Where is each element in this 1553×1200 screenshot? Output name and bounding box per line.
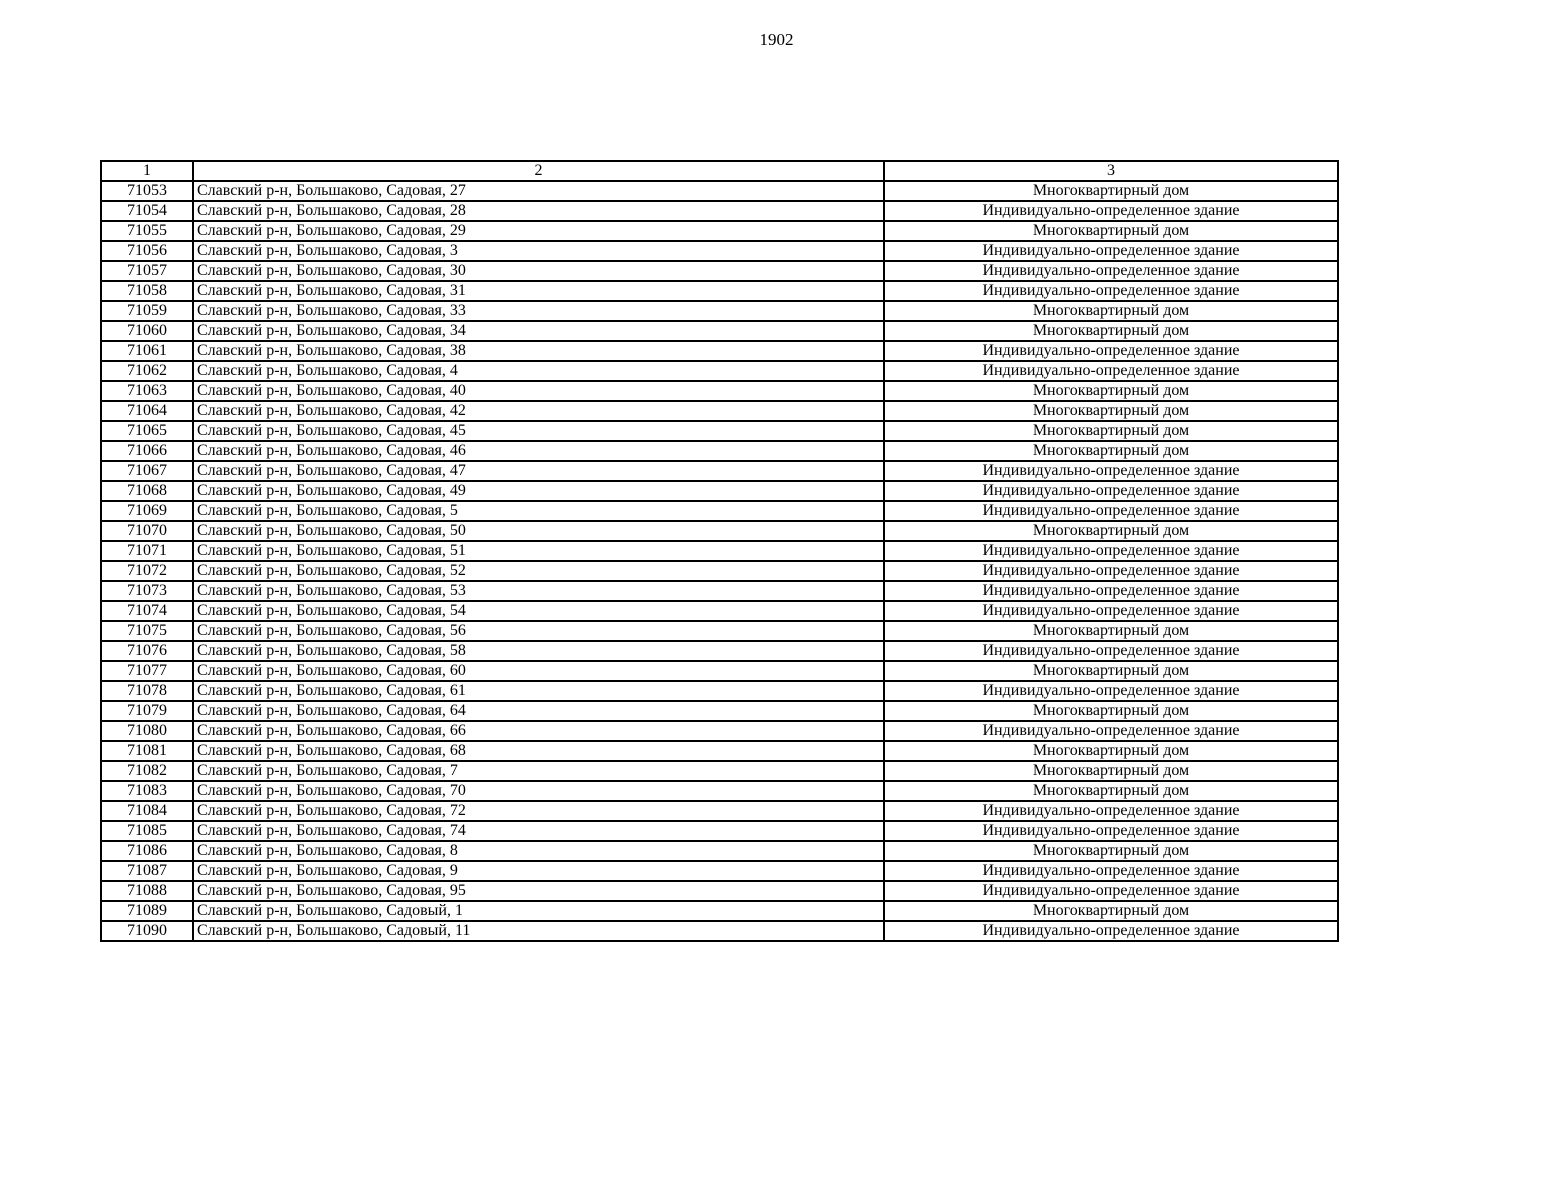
row-number-cell: 71060: [101, 321, 193, 341]
address-cell: Славский р-н, Большаково, Садовая, 31: [193, 281, 884, 301]
address-cell: Славский р-н, Большаково, Садовая, 51: [193, 541, 884, 561]
table-body: [101, 181, 1338, 941]
building-type-cell: Индивидуально-определенное здание: [884, 241, 1338, 261]
address-cell: Славский р-н, Большаково, Садовая, 40: [193, 381, 884, 401]
address-cell: Славский р-н, Большаково, Садовая, 9: [193, 861, 884, 881]
table-row: [101, 281, 1338, 301]
address-cell: Славский р-н, Большаково, Садовая, 70: [193, 781, 884, 801]
building-type-cell: Индивидуально-определенное здание: [884, 461, 1338, 481]
building-type-cell: Индивидуально-определенное здание: [884, 681, 1338, 701]
table-row: [101, 921, 1338, 941]
building-type-cell: Индивидуально-определенное здание: [884, 641, 1338, 661]
table-row: [101, 201, 1338, 221]
address-cell: Славский р-н, Большаково, Садовая, 7: [193, 761, 884, 781]
building-type-cell: Индивидуально-определенное здание: [884, 261, 1338, 281]
row-number-cell: 71063: [101, 381, 193, 401]
building-type-cell: Многоквартирный дом: [884, 441, 1338, 461]
address-cell: Славский р-н, Большаково, Садовая, 47: [193, 461, 884, 481]
table-row: [101, 181, 1338, 201]
row-number-cell: 71059: [101, 301, 193, 321]
registry-table: [100, 160, 1339, 942]
table-header: [101, 161, 1338, 181]
address-cell: Славский р-н, Большаково, Садовая, 56: [193, 621, 884, 641]
row-number-cell: 71055: [101, 221, 193, 241]
row-number-cell: 71080: [101, 721, 193, 741]
table-row: [101, 341, 1338, 361]
table-row: [101, 461, 1338, 481]
address-cell: Славский р-н, Большаково, Садовая, 38: [193, 341, 884, 361]
address-cell: Славский р-н, Большаково, Садовая, 8: [193, 841, 884, 861]
address-cell: Славский р-н, Большаково, Садовый, 11: [193, 921, 884, 941]
table-row: [101, 801, 1338, 821]
table-row: [101, 681, 1338, 701]
building-type-cell: Индивидуально-определенное здание: [884, 541, 1338, 561]
header-row: [101, 161, 1338, 181]
building-type-cell: Многоквартирный дом: [884, 901, 1338, 921]
table-row: [101, 781, 1338, 801]
row-number-cell: 71077: [101, 661, 193, 681]
address-cell: Славский р-н, Большаково, Садовая, 5: [193, 501, 884, 521]
row-number-cell: 71087: [101, 861, 193, 881]
row-number-cell: 71062: [101, 361, 193, 381]
building-type-cell: Многоквартирный дом: [884, 621, 1338, 641]
building-type-cell: Многоквартирный дом: [884, 421, 1338, 441]
row-number-cell: 71054: [101, 201, 193, 221]
row-number-cell: 71086: [101, 841, 193, 861]
table-row: [101, 741, 1338, 761]
table-row: [101, 601, 1338, 621]
building-type-cell: Индивидуально-определенное здание: [884, 501, 1338, 521]
address-cell: Славский р-н, Большаково, Садовая, 53: [193, 581, 884, 601]
row-number-cell: 71061: [101, 341, 193, 361]
row-number-cell: 71075: [101, 621, 193, 641]
page-number: 1902: [759, 30, 794, 49]
row-number-cell: 71065: [101, 421, 193, 441]
table-row: [101, 721, 1338, 741]
row-number-cell: 71053: [101, 181, 193, 201]
table-row: [101, 481, 1338, 501]
address-cell: Славский р-н, Большаково, Садовая, 58: [193, 641, 884, 661]
table-row: [101, 581, 1338, 601]
table-row: [101, 901, 1338, 921]
building-type-cell: Индивидуально-определенное здание: [884, 341, 1338, 361]
building-type-cell: Индивидуально-определенное здание: [884, 601, 1338, 621]
table-row: [101, 381, 1338, 401]
row-number-cell: 71058: [101, 281, 193, 301]
table-row: [101, 701, 1338, 721]
row-number-cell: 71069: [101, 501, 193, 521]
building-type-cell: Многоквартирный дом: [884, 521, 1338, 541]
row-number-cell: 71056: [101, 241, 193, 261]
building-type-cell: Многоквартирный дом: [884, 741, 1338, 761]
row-number-cell: 71072: [101, 561, 193, 581]
row-number-cell: 71074: [101, 601, 193, 621]
address-cell: Славский р-н, Большаково, Садовая, 50: [193, 521, 884, 541]
address-cell: Славский р-н, Большаково, Садовая, 28: [193, 201, 884, 221]
table-row: [101, 421, 1338, 441]
table-row: [101, 501, 1338, 521]
row-number-cell: 71088: [101, 881, 193, 901]
building-type-cell: Индивидуально-определенное здание: [884, 201, 1338, 221]
table-row: [101, 261, 1338, 281]
address-cell: Славский р-н, Большаково, Садовая, 66: [193, 721, 884, 741]
building-type-cell: Индивидуально-определенное здание: [884, 821, 1338, 841]
row-number-cell: 71079: [101, 701, 193, 721]
address-cell: Славский р-н, Большаково, Садовая, 30: [193, 261, 884, 281]
table-row: [101, 841, 1338, 861]
address-cell: Славский р-н, Большаково, Садовая, 33: [193, 301, 884, 321]
table-row: [101, 241, 1338, 261]
column-header-1: 1: [101, 161, 193, 181]
address-cell: Славский р-н, Большаково, Садовая, 52: [193, 561, 884, 581]
row-number-cell: 71068: [101, 481, 193, 501]
row-number-cell: 71070: [101, 521, 193, 541]
table-row: [101, 221, 1338, 241]
address-cell: Славский р-н, Большаково, Садовая, 4: [193, 361, 884, 381]
building-type-cell: Многоквартирный дом: [884, 221, 1338, 241]
building-type-cell: Многоквартирный дом: [884, 381, 1338, 401]
table-row: [101, 301, 1338, 321]
row-number-cell: 71071: [101, 541, 193, 561]
building-type-cell: Многоквартирный дом: [884, 781, 1338, 801]
address-cell: Славский р-н, Большаково, Садовая, 42: [193, 401, 884, 421]
row-number-cell: 71090: [101, 921, 193, 941]
address-cell: Славский р-н, Большаково, Садовая, 27: [193, 181, 884, 201]
address-cell: Славский р-н, Большаково, Садовая, 54: [193, 601, 884, 621]
table-row: [101, 621, 1338, 641]
address-cell: Славский р-н, Большаково, Садовая, 64: [193, 701, 884, 721]
building-type-cell: Индивидуально-определенное здание: [884, 801, 1338, 821]
table-row: [101, 641, 1338, 661]
row-number-cell: 71076: [101, 641, 193, 661]
building-type-cell: Многоквартирный дом: [884, 661, 1338, 681]
row-number-cell: 71089: [101, 901, 193, 921]
building-type-cell: Индивидуально-определенное здание: [884, 881, 1338, 901]
table-row: [101, 821, 1338, 841]
table-row: [101, 361, 1338, 381]
row-number-cell: 71082: [101, 761, 193, 781]
building-type-cell: Многоквартирный дом: [884, 841, 1338, 861]
building-type-cell: Многоквартирный дом: [884, 181, 1338, 201]
table-row: [101, 561, 1338, 581]
address-cell: Славский р-н, Большаково, Садовая, 60: [193, 661, 884, 681]
building-type-cell: Индивидуально-определенное здание: [884, 861, 1338, 881]
address-cell: Славский р-н, Большаково, Садовая, 3: [193, 241, 884, 261]
column-header-2: 2: [193, 161, 884, 181]
building-type-cell: Многоквартирный дом: [884, 701, 1338, 721]
row-number-cell: 71085: [101, 821, 193, 841]
column-header-3: 3: [884, 161, 1338, 181]
address-cell: Славский р-н, Большаково, Садовая, 45: [193, 421, 884, 441]
address-cell: Славский р-н, Большаково, Садовая, 29: [193, 221, 884, 241]
address-cell: Славский р-н, Большаково, Садовая, 68: [193, 741, 884, 761]
table-row: [101, 541, 1338, 561]
building-type-cell: Индивидуально-определенное здание: [884, 581, 1338, 601]
row-number-cell: 71081: [101, 741, 193, 761]
row-number-cell: 71084: [101, 801, 193, 821]
building-type-cell: Индивидуально-определенное здание: [884, 281, 1338, 301]
address-cell: Славский р-н, Большаково, Садовая, 34: [193, 321, 884, 341]
building-type-cell: Индивидуально-определенное здание: [884, 481, 1338, 501]
address-cell: Славский р-н, Большаково, Садовая, 46: [193, 441, 884, 461]
row-number-cell: 71083: [101, 781, 193, 801]
building-type-cell: Индивидуально-определенное здание: [884, 561, 1338, 581]
address-cell: Славский р-н, Большаково, Садовая, 74: [193, 821, 884, 841]
address-cell: Славский р-н, Большаково, Садовая, 49: [193, 481, 884, 501]
table-row: [101, 321, 1338, 341]
building-type-cell: Индивидуально-определенное здание: [884, 721, 1338, 741]
table-row: [101, 521, 1338, 541]
row-number-cell: 71073: [101, 581, 193, 601]
address-cell: Славский р-н, Большаково, Садовая, 72: [193, 801, 884, 821]
table-row: [101, 861, 1338, 881]
table-row: [101, 401, 1338, 421]
row-number-cell: 71057: [101, 261, 193, 281]
row-number-cell: 71064: [101, 401, 193, 421]
row-number-cell: 71067: [101, 461, 193, 481]
address-cell: Славский р-н, Большаково, Садовый, 1: [193, 901, 884, 921]
table-row: [101, 661, 1338, 681]
building-type-cell: Многоквартирный дом: [884, 761, 1338, 781]
row-number-cell: 71078: [101, 681, 193, 701]
table-row: [101, 881, 1338, 901]
building-type-cell: Многоквартирный дом: [884, 321, 1338, 341]
building-type-cell: Индивидуально-определенное здание: [884, 921, 1338, 941]
row-number-cell: 71066: [101, 441, 193, 461]
building-type-cell: Многоквартирный дом: [884, 301, 1338, 321]
address-cell: Славский р-н, Большаково, Садовая, 95: [193, 881, 884, 901]
table-row: [101, 761, 1338, 781]
building-type-cell: Многоквартирный дом: [884, 401, 1338, 421]
address-cell: Славский р-н, Большаково, Садовая, 61: [193, 681, 884, 701]
building-type-cell: Индивидуально-определенное здание: [884, 361, 1338, 381]
table-row: [101, 441, 1338, 461]
